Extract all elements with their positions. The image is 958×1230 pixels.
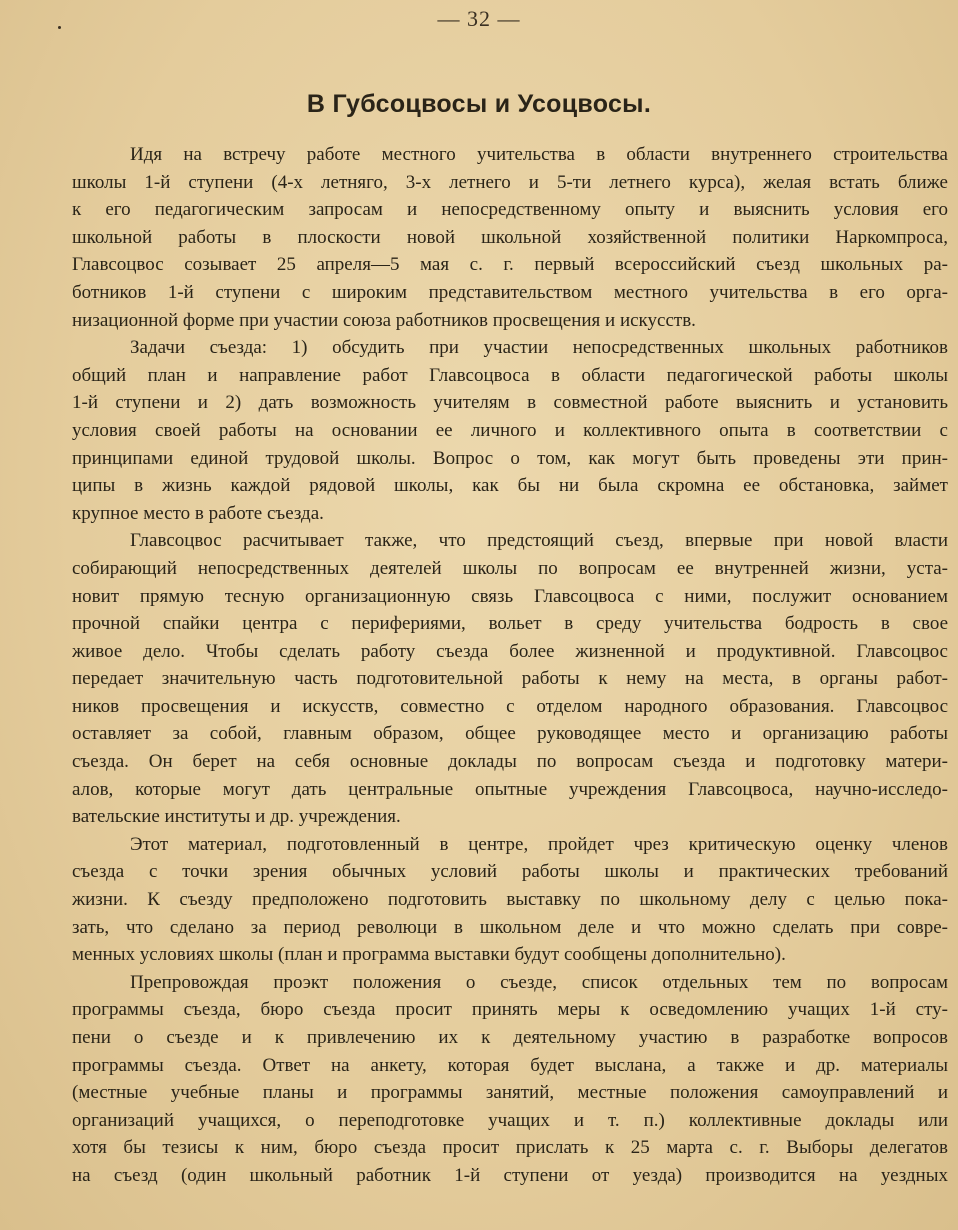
text-line: 1-й ступени и 2) дать возможность учителям в совместной работе выяснить и установить — [72, 392, 948, 414]
section-heading: В Губсоцвосы и Усоцвосы. — [306, 90, 652, 118]
ink-speck — [58, 26, 61, 29]
text-line: жизни. К съезду предположено подготовить выставку по школьному делу с целью пока- — [72, 889, 948, 911]
text-line: алов, которые могут дать центральные опытные учреждения Главсоцвоса, научно-исследо- — [72, 778, 948, 800]
body-text — [72, 141, 948, 1190]
text-line: условия своей работы на основании ее личного и коллективного опыта в соответствии с — [72, 419, 948, 441]
text-line: вательские институты и др. учреждения. — [72, 806, 401, 828]
page-number: — 32 — — [437, 6, 521, 31]
text-line: прочной спайки центра с перифериями, вольет в среду учительства бодрость в свое — [72, 613, 948, 635]
text-line: школьной работы в плоскости новой школьной хозяйственной политики Наркомпроса, — [72, 226, 948, 248]
text-line: оставляет за собой, главным образом, общее руководящее место и организацию работы — [72, 723, 948, 745]
text-line: организаций учащихся, о переподготовке учащих и т. п.) коллективные доклады или — [72, 1109, 948, 1131]
text-line: на съезд (один школьный работник 1-й ступени от уезда) производится на уездных — [72, 1164, 948, 1186]
text-line: зать, что сделано за период революци в школьном деле и что можно сделать при совре- — [72, 916, 948, 938]
text-line: ботников 1-й ступени с широким представительством местного учительства в его орга- — [72, 281, 948, 303]
text-line: ников просвещения и искусств, совместно с отделом народного образования. Главсоцвос — [72, 695, 948, 717]
text-line: хотя бы тезисы к ним, бюро съезда просит прислать к 25 марта с. г. Выборы делегатов — [72, 1137, 948, 1159]
text-line: ципы в жизнь каждой рядовой школы, как бы ни была скромна ее обстановка, займет — [72, 475, 948, 497]
text-line: (местные учебные планы и программы занятий, местные положения самоуправлений и — [72, 1082, 948, 1104]
text-line: съезда с точки зрения обычных условий работы школы и практических требований — [72, 861, 948, 883]
text-line: живое дело. Чтобы сделать работу съезда более жизненной и продуктивной. Главсоцвос — [72, 640, 948, 662]
text-line: Задачи съезда: 1) обсудить при участии непосредственных школьных работников — [130, 337, 948, 359]
text-line: новит прямую тесную организационную связь Главсоцвоса с ними, послужит основанием — [72, 585, 948, 607]
text-line: Главсоцвос расчитывает также, что предстоящий съезд, впервые при новой власти — [130, 530, 948, 552]
text-line: к его педагогическим запросам и непосредственному опыту и выяснить условия его — [72, 199, 948, 221]
text-line: пени о съезде и к привлечению их к деятельному участию в разработке вопросов — [72, 1027, 948, 1048]
text-line: съезда. Он берет на себя основные доклады по вопросам съезда и подготовку матери- — [72, 751, 948, 773]
text-line: принципами единой трудовой школы. Вопрос о том, как могут быть проведены эти прин- — [72, 447, 948, 469]
text-line: менных условиях школы (план и программа выставки будут сообщены дополнительно). — [72, 944, 786, 966]
text-line: крупное место в работе съезда. — [72, 502, 324, 524]
text-line: низационной форме при участии союза работников просвещения и искусств. — [72, 309, 696, 331]
text-line: Главсоцвос созывает 25 апреля—5 мая с. г. первый всероссийский съезд школьных ра- — [72, 254, 948, 276]
text-line: собирающий непосредственных деятелей школы по вопросам ее внутренней жизни, уста- — [72, 557, 948, 579]
text-line: Этот материал, подготовленный в центре, пройдет чрез критическую оценку членов — [130, 833, 948, 855]
text-line: программы съезда, бюро съезда просит принять меры к осведомлению учащих 1-й сту- — [72, 999, 948, 1021]
text-line: программы съезда. Ответ на анкету, которая будет выслана, а также и др. материалы — [72, 1054, 948, 1076]
text-line: передает значительную часть подготовительной работы к нему на места, в органы работ- — [72, 668, 948, 690]
text-line: Идя на встречу работе местного учительства в области внутреннего строительства — [130, 144, 948, 165]
text-line: Препровождая проэкт положения о съезде, список отдельных тем по вопросам — [130, 971, 948, 993]
text-line: общий план и направление работ Главсоцвоса в области педагогической работы школы — [72, 364, 948, 386]
text-line: школы 1-й ступени (4-х летняго, 3-х летнего и 5-ти летнего курса), желая встать ближе — [72, 171, 948, 193]
